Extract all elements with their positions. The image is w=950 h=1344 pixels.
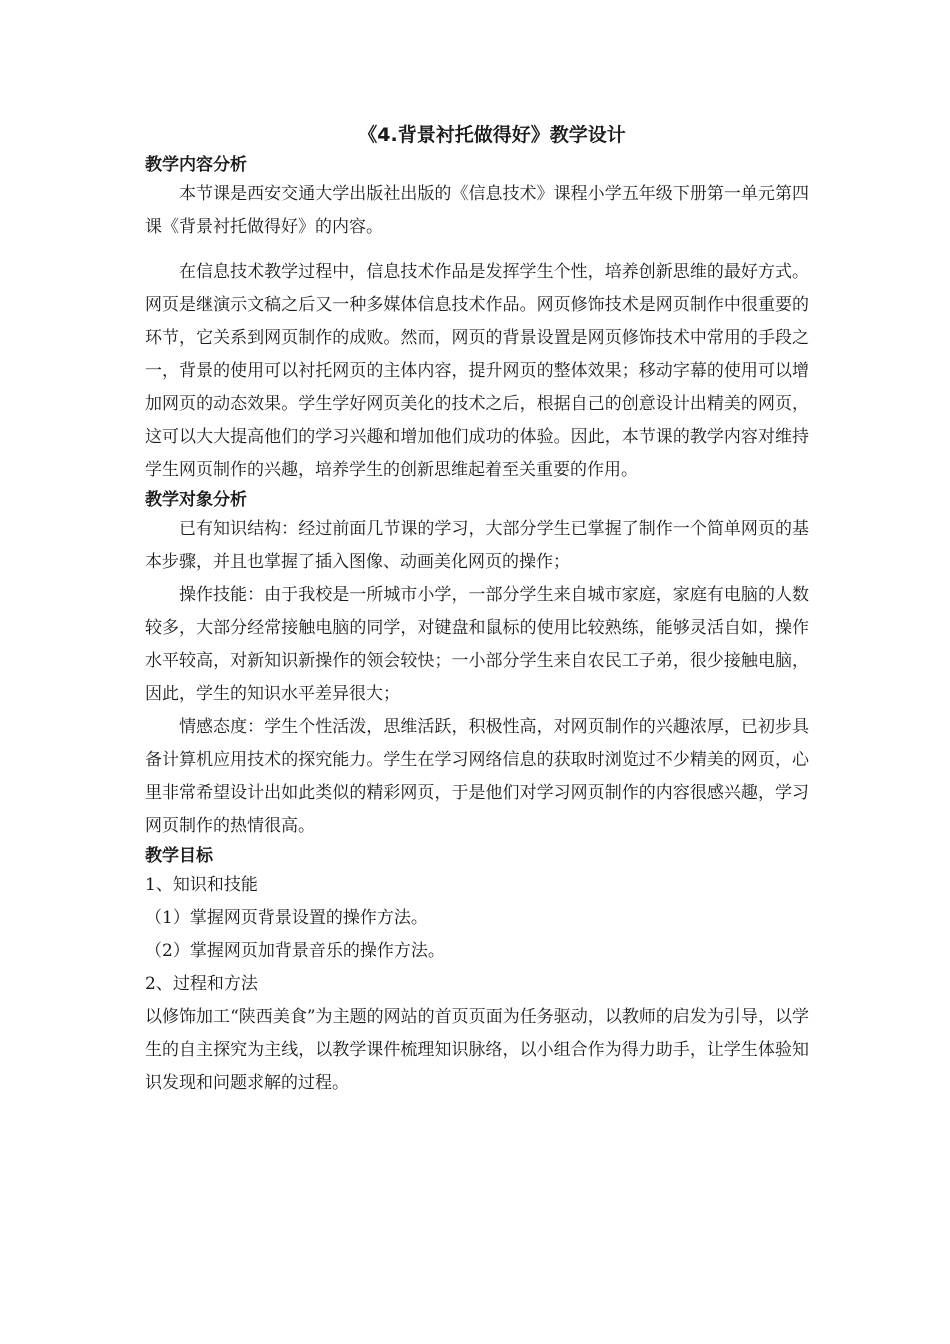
- paragraph: 操作技能：由于我校是一所城市小学，一部分学生来自城市家庭，家庭有电脑的人数较多，大部分经常接触电脑的同学，对键盘和鼠标的使用比较熟练，能够灵活自如，操作水平较高，对新知识新操作的领会较快；一小部分学生来自农民工子弟，很少接触电脑，因此，学生的知识水平差异很大；: [145, 585, 809, 704]
- objective-sub-item: （2）掌握网页加背景音乐的操作方法。: [145, 941, 445, 961]
- section-heading-content-analysis: 教学内容分析: [145, 155, 247, 175]
- document-title: 《4.背景衬托做得好》教学设计: [358, 124, 626, 146]
- objective-item-text: 以修饰加工“陕西美食”为主题的网站的首页页面为任务驱动，以教师的启发为引导，以学生的自主探究为主线，以教学课件梳理知识脉络，以小组合作为得力助手，让学生体验知识发现和问题求解的过程。: [145, 1007, 809, 1093]
- section-heading-objectives: 教学目标: [145, 846, 213, 866]
- paragraph: 已有知识结构：经过前面几节课的学习，大部分学生已掌握了制作一个简单网页的基本步骤，并且也掌握了插入图像、动画美化网页的操作；: [145, 519, 809, 572]
- paragraph: 情感态度：学生个性活泼，思维活跃，积极性高，对网页制作的兴趣浓厚，已初步具备计算机应用技术的探究能力。学生在学习网络信息的获取时浏览过不少精美的网页，心里非常希望设计出如此类似的精彩网页，于是他们对学习网页制作的内容很感兴趣，学习网页制作的热情很高。: [145, 717, 809, 836]
- objective-sub-item: （1）掌握网页背景设置的操作方法。: [145, 908, 428, 928]
- paragraph: 本节课是西安交通大学出版社出版的《信息技术》课程小学五年级下册第一单元第四课《背景衬托做得好》的内容。: [145, 184, 809, 237]
- objective-item-title: 1、知识和技能: [145, 875, 258, 895]
- objective-item-title: 2、过程和方法: [145, 974, 258, 994]
- section-heading-student-analysis: 教学对象分析: [145, 490, 247, 510]
- paragraph: 在信息技术教学过程中，信息技术作品是发挥学生个性，培养创新思维的最好方式。网页是继演示文稿之后又一种多媒体信息技术作品。网页修饰技术是网页制作中很重要的环节，它关系到网页制作的成败。然而，网页的背景设置是网页修饰技术中常用的手段之一，背景的使用可以衬托网页的主体内容，提升网页的整体效果；移动字幕的使用可以增加网页的动态效果。学生学好网页美化的技术之后，根据自己的创意设计出精美的网页，这可以大大提高他们的学习兴趣和增加他们成功的体验。因此，本节课的教学内容对维持学生网页制作的兴趣，培养学生的创新思维起着至关重要的作用。: [145, 262, 809, 480]
- document-page: [145, 118, 809, 1100]
